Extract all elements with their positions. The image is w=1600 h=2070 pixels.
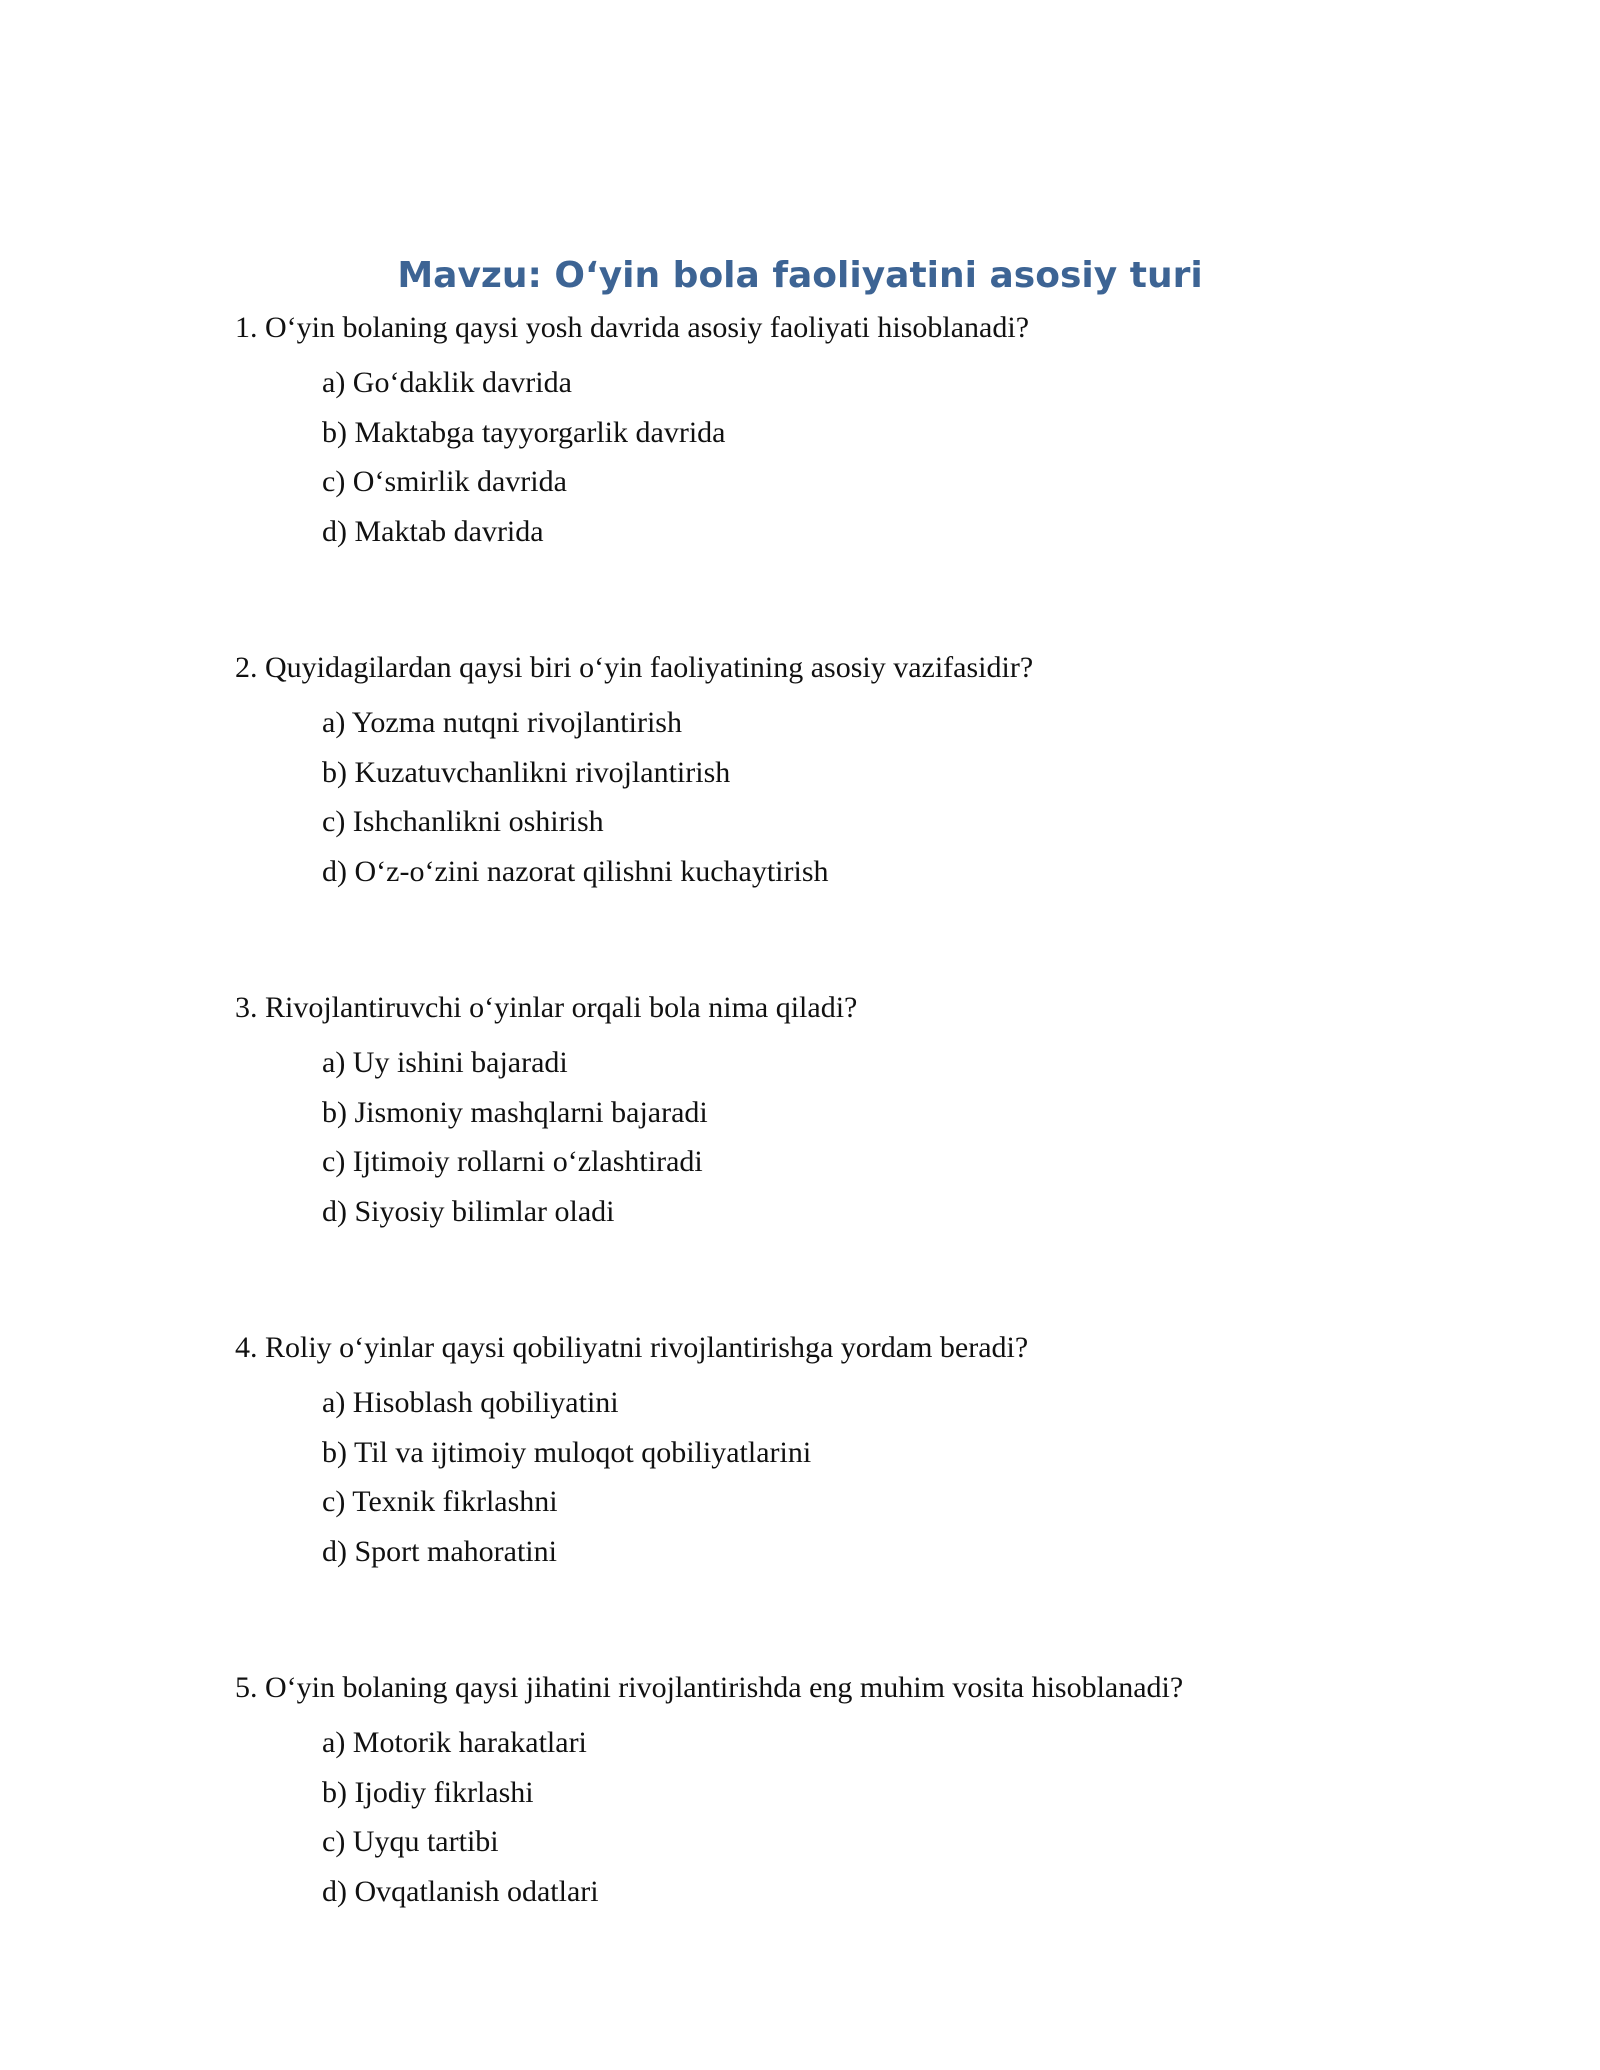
answer-option-c: c) Texnik fikrlashni xyxy=(322,1485,558,1518)
answer-option-a: a) Uy ishini bajaradi xyxy=(322,1046,568,1079)
answer-option-d: d) Sport mahoratini xyxy=(322,1534,557,1568)
question-1 xyxy=(235,308,1435,561)
answer-option-b: b) Kuzatuvchanlikni rivojlantirish xyxy=(322,755,731,789)
answer-option-b: b) Til va ijtimoiy muloqot qobiliyatlarini xyxy=(322,1435,812,1469)
answer-option-a: a) Go‘daklik davrida xyxy=(322,366,572,399)
question-text: 1. O‘yin bolaning qaysi yosh davrida asosiy faoliyati hisoblanadi? xyxy=(235,311,1030,344)
answer-option-a: a) Motorik harakatlari xyxy=(322,1726,587,1759)
question-5 xyxy=(235,1668,1435,1921)
question-text: 4. Roliy o‘yinlar qaysi qobiliyatni rivojlantirishga yordam beradi? xyxy=(235,1331,1029,1364)
answer-option-c: c) Uyqu tartibi xyxy=(322,1825,499,1858)
question-text: 3. Rivojlantiruvchi o‘yinlar orqali bola nima qiladi? xyxy=(235,991,858,1024)
question-text: 2. Quyidagilardan qaysi biri o‘yin faoliyatining asosiy vazifasidir? xyxy=(235,651,1034,684)
answer-option-c: c) O‘smirlik davrida xyxy=(322,465,567,498)
answer-options xyxy=(235,363,1435,561)
answer-options xyxy=(235,1383,1435,1581)
quiz-list xyxy=(235,308,1435,2008)
answer-option-d: d) Siyosiy bilimlar oladi xyxy=(322,1194,615,1228)
answer-option-d: d) O‘z-o‘zini nazorat qilishni kuchaytirish xyxy=(322,854,829,888)
answer-options xyxy=(235,703,1435,901)
question-3 xyxy=(235,988,1435,1241)
answer-option-a: a) Hisoblash qobiliyatini xyxy=(322,1386,619,1419)
answer-option-c: c) Ishchanlikni oshirish xyxy=(322,805,604,838)
answer-option-b: b) Maktabga tayyorgarlik davrida xyxy=(322,415,726,449)
answer-option-c: c) Ijtimoiy rollarni o‘zlashtiradi xyxy=(322,1145,703,1178)
answer-option-d: d) Maktab davrida xyxy=(322,514,544,548)
question-text: 5. O‘yin bolaning qaysi jihatini rivojlantirishda eng muhim vosita hisoblanadi? xyxy=(235,1671,1184,1704)
answer-options xyxy=(235,1723,1435,1921)
page-title: Mavzu: O‘yin bola faoliyatini asosiy turi xyxy=(397,255,1203,296)
answer-option-b: b) Jismoniy mashqlarni bajaradi xyxy=(322,1095,708,1129)
answer-options xyxy=(235,1043,1435,1241)
answer-option-d: d) Ovqatlanish odatlari xyxy=(322,1874,599,1908)
question-2 xyxy=(235,648,1435,901)
answer-option-a: a) Yozma nutqni rivojlantirish xyxy=(322,706,682,739)
question-4 xyxy=(235,1328,1435,1581)
answer-option-b: b) Ijodiy fikrlashi xyxy=(322,1775,534,1809)
